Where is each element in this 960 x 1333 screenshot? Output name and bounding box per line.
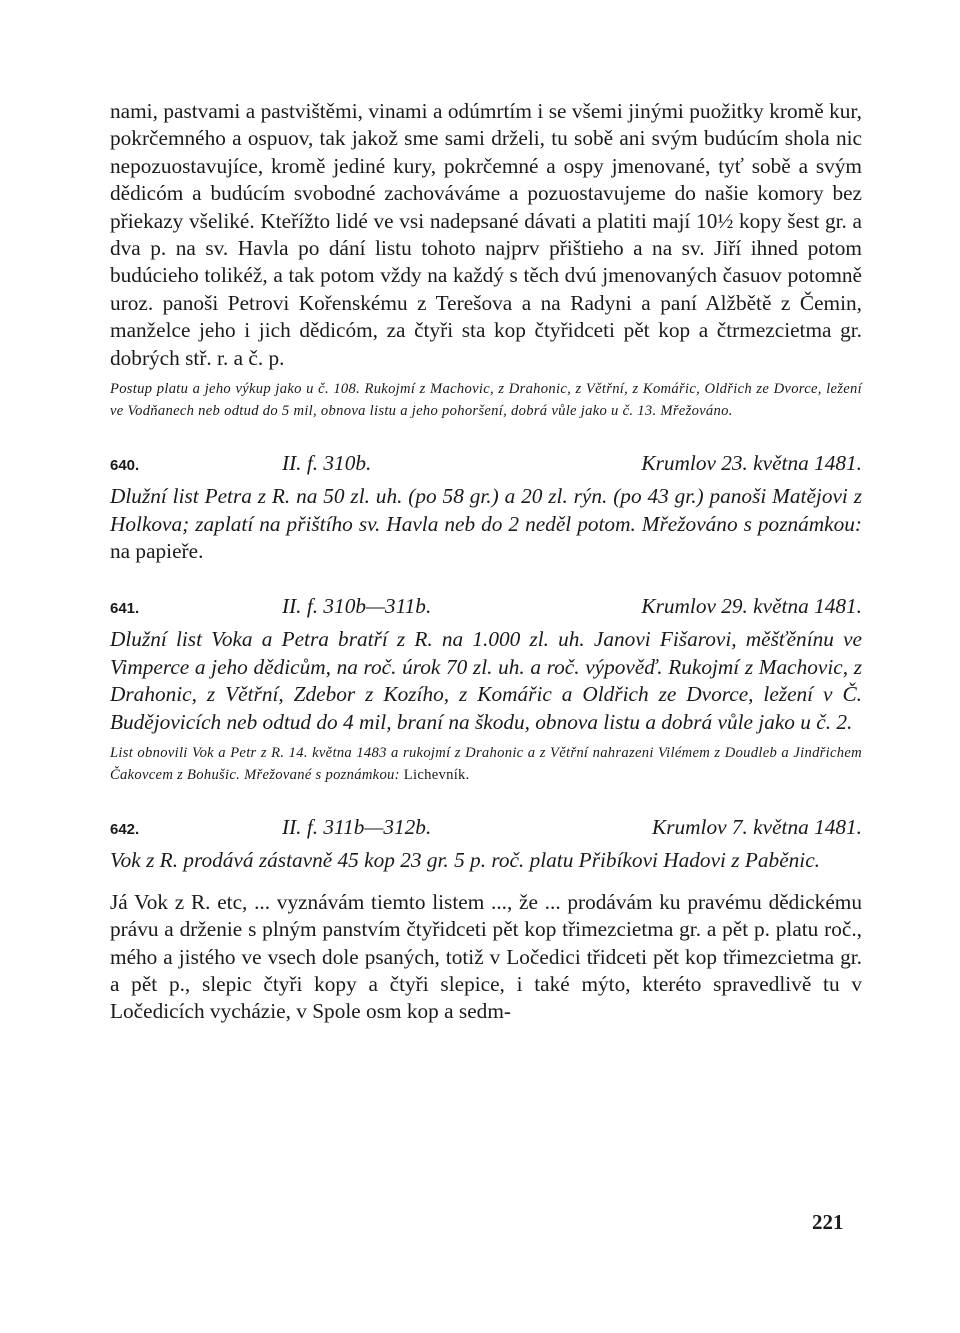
regest-text: Dlužní list Petra z R. na 50 zl. uh. (po 58 gr.) a 20 zl. rýn. (po 43 gr.) panoši Matějovi z Holkova; zaplatí na přištího sv. Havla neb do 2 neděl potom. Mřežováno s poznámkou: [110, 484, 862, 536]
entry-folio: II. f. 310b. [282, 451, 372, 476]
entry-place-date: Krumlov 29. května 1481. [641, 594, 862, 619]
regest-tail: na papieře. [110, 539, 204, 564]
entry-regest [110, 483, 862, 565]
entry-heading [110, 814, 862, 843]
entry-number: 642. [110, 821, 140, 839]
entry-heading [110, 593, 862, 622]
entry-folio: II. f. 311b—312b. [282, 815, 432, 840]
entry-text: Já Vok z R. etc, ... vyznávám tiemto listem ..., že ... prodávám ku pravému dědickému právu a drženie s plným panstvím čtyřidceti pět kop třimezcietma gr. a pět p. platu roč., mého a jistého ve vsech dole psaných, totiž v Ločedici třidceti pět kop třimezcietma gr. a pět p., slepic čtyři kopy a čtyři slepice, i také mýto, kteréto spravedlivě tu v Ločedicích vycházie, v Spole osm kop a sedm- [110, 889, 862, 1024]
entry-642 [110, 814, 862, 1025]
entry-number: 640. [110, 457, 140, 475]
continuation-note: Postup platu a jeho výkup jako u č. 108. Rukojmí z Machovic, z Drahonic, z Větřní, z Komářic, Oldřich ze Dvorce, ležení ve Vodňanech neb odtud do 5 mil, obnova listu a jeho pohoršení, dobrá vůle jako u č. 13. Mřežováno. [110, 381, 862, 419]
entry-number: 641. [110, 600, 140, 618]
entry-place-date: Krumlov 7. května 1481. [652, 815, 862, 840]
entry-folio: II. f. 310b—311b. [282, 594, 432, 619]
page-number: 221 [812, 1210, 844, 1234]
note-tail: Lichevník. [399, 766, 470, 783]
entry-regest: Dlužní list Voka a Petra bratří z R. na 1.000 zl. uh. Janovi Fišarovi, měšťěnínu ve Vimperce a jeho dědicům, na roč. úrok 70 zl. uh. a roč. výpověď. Rukojmí z Machovic, z Drahonic, z Větřní, Zdebor z Kozího, z Komářic a Oldřich ze Dvorce, ležení v Č. Budějovicích neb odtud do 4 mil, braní na škodu, obnova listu a dobrá vůle jako u č. 2. [110, 627, 862, 734]
entry-641 [110, 593, 862, 786]
entry-640 [110, 450, 862, 565]
document-page [110, 98, 862, 1026]
entry-regest: Vok z R. prodává zástavně 45 kop 23 gr. 5 p. roč. platu Přibíkovi Hadovi z Paběnic. [110, 848, 820, 873]
entry-place-date: Krumlov 23. května 1481. [641, 451, 862, 476]
continuation-text: nami, pastvami a pastvištěmi, vinami a odúmrtím i se všemi jinými puožitky kromě kur, pokrčemného a ospuov, tak jakož sme sami drželi, tu sobě ani svým budúcím shola nic nepozuostavujíce, kromě jediné kury, pokrčemné a ospy jmenované, tyť sobě a svým dědicóm a budúcím svobodné zachováváme a pozuostavujeme do našie komory bez přiekazy všeliké. Kteřížto lidé ve vsi nadepsané dávati a platiti mají 10½ kopy šest gr. a dva p. na sv. Havla po dání listu tohoto najprv přištieho a na sv. Jiří ihned potom budúcieho tolikéž, a tak potom vždy na každý s těch dvú jmenovaných časuov potomně uroz. panoši Petrovi Kořenskému z Terešova a na Radyni a paní Alžbětě z Čemin, manželce jeho i jich dědicóm, za čtyři sta kop čtyřidceti pět kop a čtrmezcietma gr. dobrých stř. r. a č. p. [110, 99, 862, 370]
entry-heading [110, 450, 862, 479]
note-text: List obnovili Vok a Petr z R. 14. května 1483 a rukojmí z Drahonic a z Větřní nahrazeni Vilémem z Doudleb a Jindřichem Čakovcem z Bohušic. Mřežované s poznámkou: [110, 745, 862, 783]
entry-note [110, 743, 862, 786]
